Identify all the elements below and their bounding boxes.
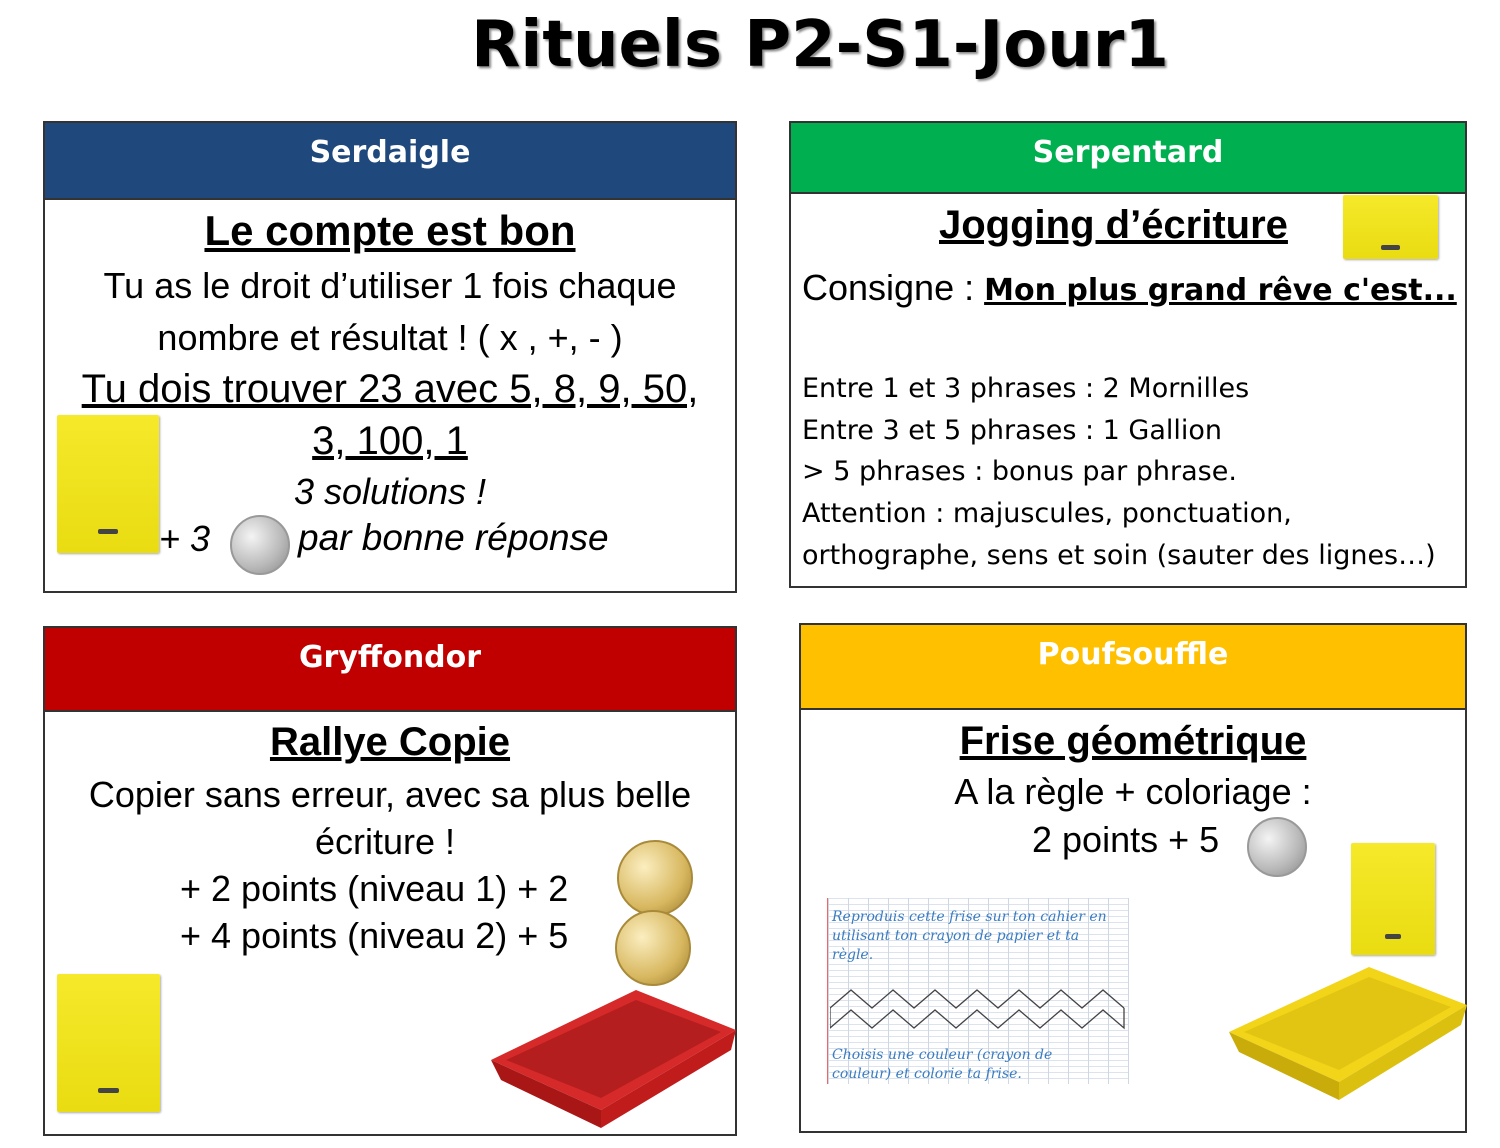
instruction-text: A la règle + coloriage : bbox=[954, 771, 1312, 812]
level2-text: + 4 points (niveau 2) + 5 bbox=[180, 915, 569, 956]
activity-heading: Jogging d’écriture bbox=[939, 203, 1288, 247]
activity-heading: Frise géométrique bbox=[959, 719, 1307, 763]
house-header: Serpentard bbox=[791, 123, 1465, 194]
rule-item: orthographe, sens et soin (sauter des lignes…) bbox=[802, 539, 1436, 571]
notebook-icon bbox=[1351, 843, 1435, 955]
rule-item: Entre 1 et 3 phrases : 2 Mornilles bbox=[802, 373, 1250, 404]
reward-suffix: par bonne réponse bbox=[298, 517, 609, 558]
rule-item: > 5 phrases : bonus par phrase. bbox=[802, 456, 1237, 488]
consigne-text: Mon plus grand rêve c'est... bbox=[984, 273, 1457, 308]
points-text: 2 points + 5 bbox=[1032, 819, 1220, 860]
page-title: Rituels P2-S1-Jour1 bbox=[471, 8, 1169, 82]
house-header: Poufsouffle bbox=[801, 625, 1465, 710]
instruction-text: nombre et résultat ! ( x , +, - ) bbox=[157, 317, 623, 358]
instruction-text: écriture ! bbox=[315, 821, 456, 862]
gold-coin-icon bbox=[617, 840, 693, 916]
activity-heading: Rallye Copie bbox=[269, 720, 511, 764]
worksheet-coloring: Choisis une couleur (crayon de couleur) et colorie ta frise. bbox=[832, 1047, 1053, 1082]
notebook-icon bbox=[57, 974, 160, 1112]
panel-poufsouffle bbox=[799, 623, 1467, 1133]
panel-gryffondor bbox=[43, 626, 737, 1136]
red-tray-icon bbox=[491, 990, 736, 1130]
panel-serpentard bbox=[789, 121, 1467, 588]
level1-text: + 2 points (niveau 1) + 2 bbox=[180, 868, 569, 909]
worksheet-image bbox=[827, 898, 1129, 1084]
activity-heading: Le compte est bon bbox=[204, 207, 576, 254]
numbers-text: 3, 100, 1 bbox=[312, 419, 468, 463]
silver-coin-icon bbox=[1247, 817, 1307, 877]
consigne bbox=[802, 267, 1457, 309]
rule-item: Entre 3 et 5 phrases : 1 Gallion bbox=[802, 414, 1223, 446]
gold-coin-icon bbox=[615, 910, 691, 986]
instruction-text: Copier sans erreur, avec sa plus belle bbox=[88, 774, 692, 815]
reward-prefix: + 3 bbox=[159, 518, 211, 559]
rules-list bbox=[802, 368, 1436, 577]
zigzag-frieze bbox=[830, 988, 1126, 1030]
rule-item: Attention : majuscules, ponctuation, bbox=[802, 498, 1292, 530]
instruction-text: Tu as le droit d’utiliser 1 fois chaque bbox=[103, 265, 677, 306]
consigne-label: Consigne : bbox=[802, 267, 985, 308]
target-text: Tu dois trouver 23 avec 5, 8, 9, 50, bbox=[81, 367, 699, 411]
solutions-text: 3 solutions ! bbox=[293, 471, 487, 512]
house-header: Serdaigle bbox=[45, 123, 735, 200]
panel-serdaigle bbox=[43, 121, 737, 593]
house-header: Gryffondor bbox=[45, 628, 735, 712]
worksheet-instruction: Reproduis cette frise sur ton cahier en utilisant ton crayon de papier et ta règle. bbox=[832, 909, 1107, 963]
notebook-icon bbox=[57, 415, 159, 553]
yellow-tray-icon bbox=[1229, 967, 1469, 1102]
notebook-icon bbox=[1343, 195, 1438, 259]
silver-coin-icon bbox=[230, 515, 290, 575]
